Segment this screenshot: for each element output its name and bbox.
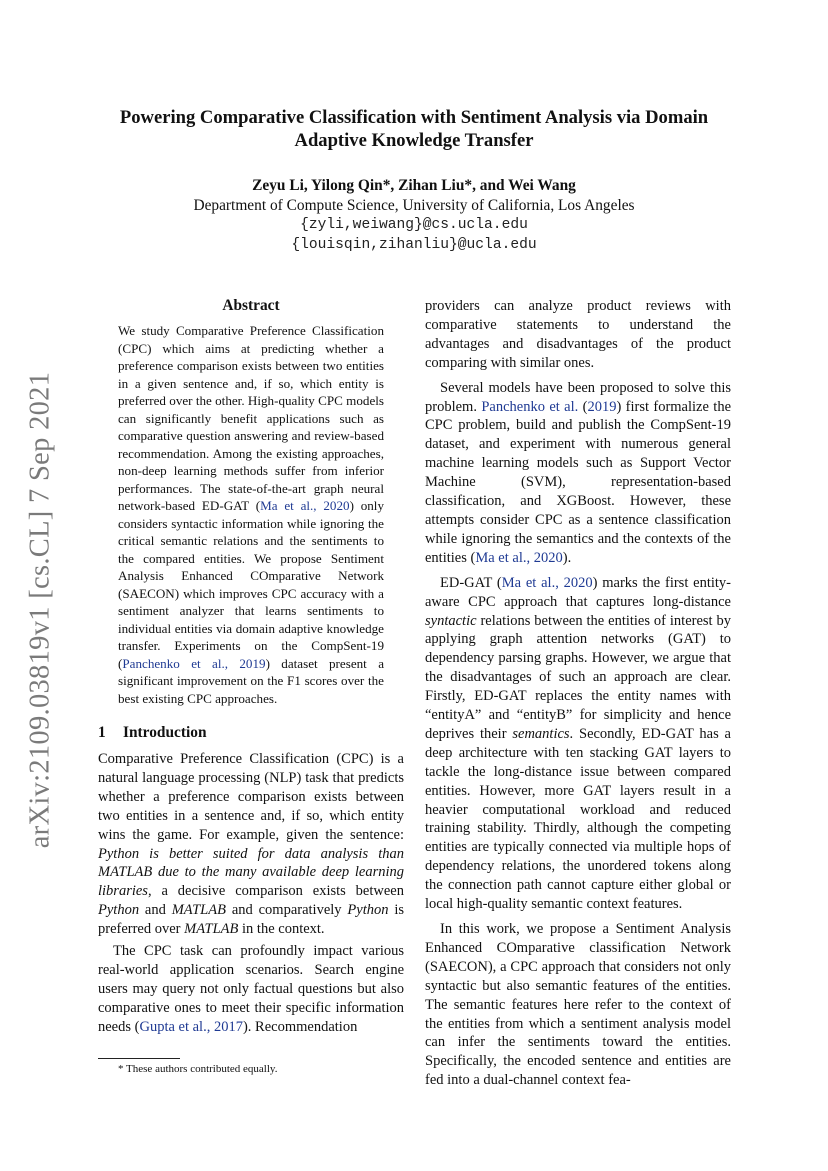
section-title: Introduction (123, 724, 207, 741)
footnote-divider (98, 1058, 180, 1059)
abstract-text: We study Comparative Preference Classification (CPC) which aims at predicting whether a preference comparison exists between two entities in a given sentence and, if so, which entity is preferred over the other. High-quality CPC models can significantly benefit applications such as comparative question answering and review-based recommendation. Among the existing approaches, non-deep learning methods suffer from inferior performances. The state-of-the-art graph neural network-based ED-GAT (Ma et al., 2020) only considers syntactic information while ignoring the critical semantic relations and the sentiments to the compared entities. We propose Sentiment Analysis Enhanced COmparative Network (SAECON) which improves CPC accuracy with a sentiment analyzer that learns sentiments to individual entities via domain adaptive knowledge transfer. Experiments on the CompSent-19 (Panchenko et al., 2019) dataset present a significant improvement on the F1 scores over the best existing CPC approaches. (118, 323, 384, 706)
intro-paragraph-1: Comparative Preference Classification (CPC) is a natural language processing (NLP) task that predicts whether a preference comparison exists between two entities in a sentence and, if so, which entity wins the game. For example, given the sentence: Python is better suited for data analysis than MATLAB due to the many available deep learning libraries, a decisive comparison exists between Python and MATLAB and comparatively Python is preferred over MATLAB in the context. (98, 751, 405, 938)
left-column (98, 296, 404, 1037)
title-line-1: Powering Comparative Classification with Sentiment Analysis via Domain (119, 107, 709, 128)
affiliation: Department of Compute Science, University of California, Los Angeles (193, 197, 635, 214)
citation-link[interactable]: Ma et al., 2020 (260, 498, 350, 513)
right-column (425, 297, 731, 1090)
section-heading (98, 723, 404, 743)
email-line-1: {zyli,weiwang}@cs.ucla.edu (300, 217, 528, 233)
abstract-heading: Abstract (222, 297, 280, 314)
arxiv-identifier: arXiv:2109.03819v1 [cs.CL] 7 Sep 2021 (24, 371, 55, 849)
citation-link[interactable]: Ma et al., 2020 (501, 574, 593, 591)
citation-link[interactable]: Panchenko et al. (481, 398, 579, 415)
right-paragraph-2: Several models have been proposed to solve this problem. Panchenko et al. (2019) first formalize the CPC problem, build and publish the CompSent-19 dataset, and experiment with numerous general machine learning models such as Support Vector Machine (SVM), representation-based classification, and XGBoost. However, these attempts consider CPC as a sentence classification while ignoring the semantics and the contexts of the entities (Ma et al., 2020). (425, 379, 732, 566)
intro-paragraph-2: The CPC task can profoundly impact various real-world application scenarios. Search engine users may query not only factual questions but also comparative ones to meet their specific information needs (Gupta et al., 2017). Recommendation (98, 943, 404, 1035)
citation-link[interactable]: Panchenko et al., 2019 (122, 655, 266, 671)
right-paragraph-4: In this work, we propose a Sentiment Analysis Enhanced COmparative classification Network (SAECON), a CPC approach that considers not only syntactic but also semantic features of the entities. The semantic features here refer to the context of the entities from which a sentiment analysis model can infer the sentiments toward the entities. Specifically, the encoded sentence and entities are fed into a dual-channel context fea- (425, 921, 731, 1089)
title-line-2: Adaptive Knowledge Transfer (294, 130, 534, 151)
arxiv-stamp (20, 370, 60, 850)
citation-link[interactable]: Gupta et al., 2017 (139, 1018, 243, 1035)
citation-link[interactable]: 2019 (587, 398, 617, 415)
author-list: Zeyu Li, Yilong Qin*, Zihan Liu*, and Wei Wang (252, 177, 576, 194)
paper-title (90, 106, 738, 152)
section-number: 1 (98, 724, 106, 741)
footnote: * These authors contributed equally. (118, 1063, 278, 1075)
citation-link[interactable]: Ma et al., 2020 (475, 549, 563, 566)
right-paragraph-3: ED-GAT (Ma et al., 2020) marks the first entity-aware CPC approach that captures long-distance syntactic relations between the entities of interest by applying graph attention networks (GAT) to dependency parsing graphs. However, we argue that the disadvantages of such an approach are clear. Firstly, ED-GAT replaces the entity names with “entityA” and “entityB” for simplicity and hence deprives their semantics. Secondly, ED-GAT has a deep architecture with ten stacking GAT layers to tackle the long-distance issue between compared entities. However, more GAT layers result in a heavier computational workload and reduced training stability. Thirdly, although the competing entities are typically connected via multiple hops of dependency relations, the unordered tokens along the connection path cannot capture either global or local high-quality semantic context features. (425, 574, 731, 913)
right-paragraph-1: providers can analyze product reviews with comparative statements to understand the advantages and disadvantages of the product comparing with similar ones. (425, 298, 731, 371)
email-line-2: {louisqin,zihanliu}@ucla.edu (291, 237, 537, 253)
